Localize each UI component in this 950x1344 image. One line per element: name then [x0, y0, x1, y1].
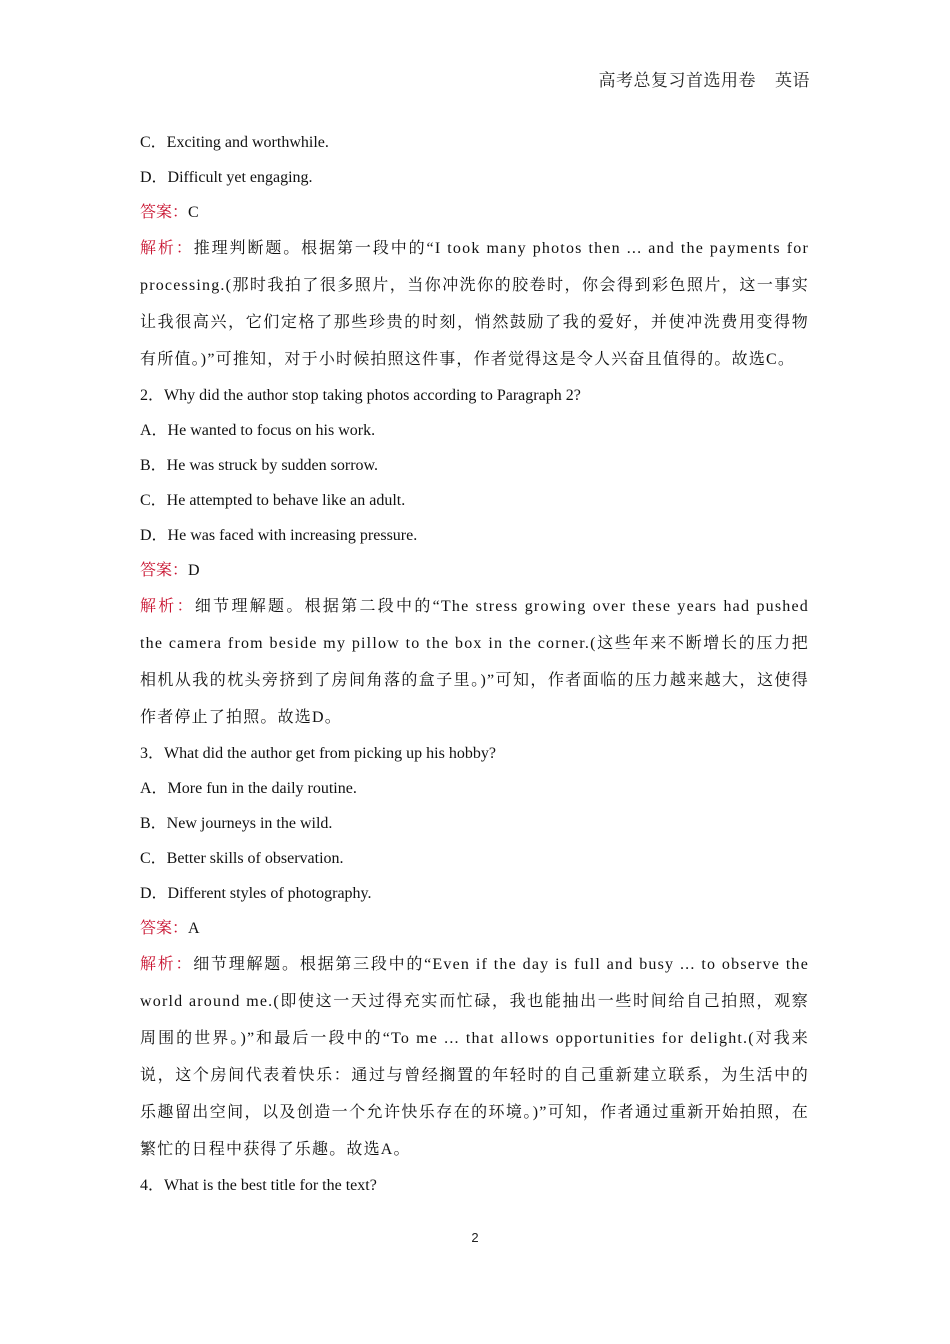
q2-option-c: C．He attempted to behave like an adult.	[140, 492, 406, 509]
page-header	[599, 66, 811, 91]
q3-option-d: D．Different styles of photography.	[140, 885, 372, 902]
answer-label: 答案：	[140, 562, 189, 579]
q3-question: 3．What did the author get from picking up his hobby?	[140, 745, 496, 762]
q2-option-d: D．He was faced with increasing pressure.	[140, 527, 418, 544]
answer-value: D	[188, 562, 200, 579]
q2-question: 2．Why did the author stop taking photos according to Paragraph 2?	[140, 387, 581, 404]
analysis-label: 解析：	[140, 956, 194, 973]
header-title: 高考总复习首选用卷	[598, 71, 756, 90]
header-subject: 英语	[775, 71, 810, 90]
answer-label: 答案：	[140, 920, 189, 937]
analysis-text: 推理判断题。根据第一段中的“I took many photos then ... and the payments for processing.(那时我拍了很多照片，当你冲洗你的胶卷时，你会得到彩色照片，这一事实让我很高兴，它们定格了那些珍贵的时刻，悄然鼓励了我的爱好，并使冲洗费用变得物有所值。)”可推知，对于小时候拍照这件事，作者觉得这是令人兴奋且值得的。故选C。	[140, 240, 809, 368]
q4-question: 4．What is the best title for the text?	[140, 1177, 377, 1194]
analysis-text: 细节理解题。根据第三段中的“Even if the day is full and busy ... to observe the world around me.(即使这一天过得充实而忙碌，我也能抽出一些时间给自己拍照，观察周围的世界。)”和最后一段中的“To me ... that allows opportunities for delight.(对我来说，这个房间代表着快乐：通过与曾经搁置的年轻时的自己重新建立联系，为生活中的乐趣留出空间，以及创造一个允许快乐存在的环境。)”可知，作者通过重新开始拍照，在繁忙的日程中获得了乐趣。故选A。	[140, 956, 809, 1158]
answer-value: A	[188, 920, 200, 937]
q3-option-a: A．More fun in the daily routine.	[140, 780, 357, 797]
q2-analysis	[140, 588, 809, 736]
analysis-label: 解析：	[140, 598, 195, 615]
page-content	[140, 125, 809, 1203]
q1-answer	[140, 195, 809, 230]
analysis-label: 解析：	[140, 240, 194, 257]
page-number: 2	[471, 1230, 479, 1245]
q3-option-c: C．Better skills of observation.	[140, 850, 344, 867]
q1-analysis	[140, 230, 809, 378]
q2-answer	[140, 553, 809, 588]
analysis-text: 细节理解题。根据第二段中的“The stress growing over these years had pushed the camera from beside my pillow to the box in the corner.(这些年来不断增长的压力把相机从我的枕头旁挤到了房间角落的盒子里。)”可知，作者面临的压力越来越大，这使得作者停止了拍照。故选D。	[140, 598, 809, 726]
answer-label: 答案：	[140, 204, 189, 221]
q2-option-a: A．He wanted to focus on his work.	[140, 422, 376, 439]
q1-option-d: D．Difficult yet engaging.	[140, 169, 313, 186]
answer-value: C	[188, 204, 199, 221]
q3-answer	[140, 911, 809, 946]
q1-option-c: C．Exciting and worthwhile.	[140, 134, 329, 151]
q3-analysis	[140, 946, 809, 1168]
q2-option-b: B．He was struck by sudden sorrow.	[140, 457, 379, 474]
q3-option-b: B．New journeys in the wild.	[140, 815, 333, 832]
